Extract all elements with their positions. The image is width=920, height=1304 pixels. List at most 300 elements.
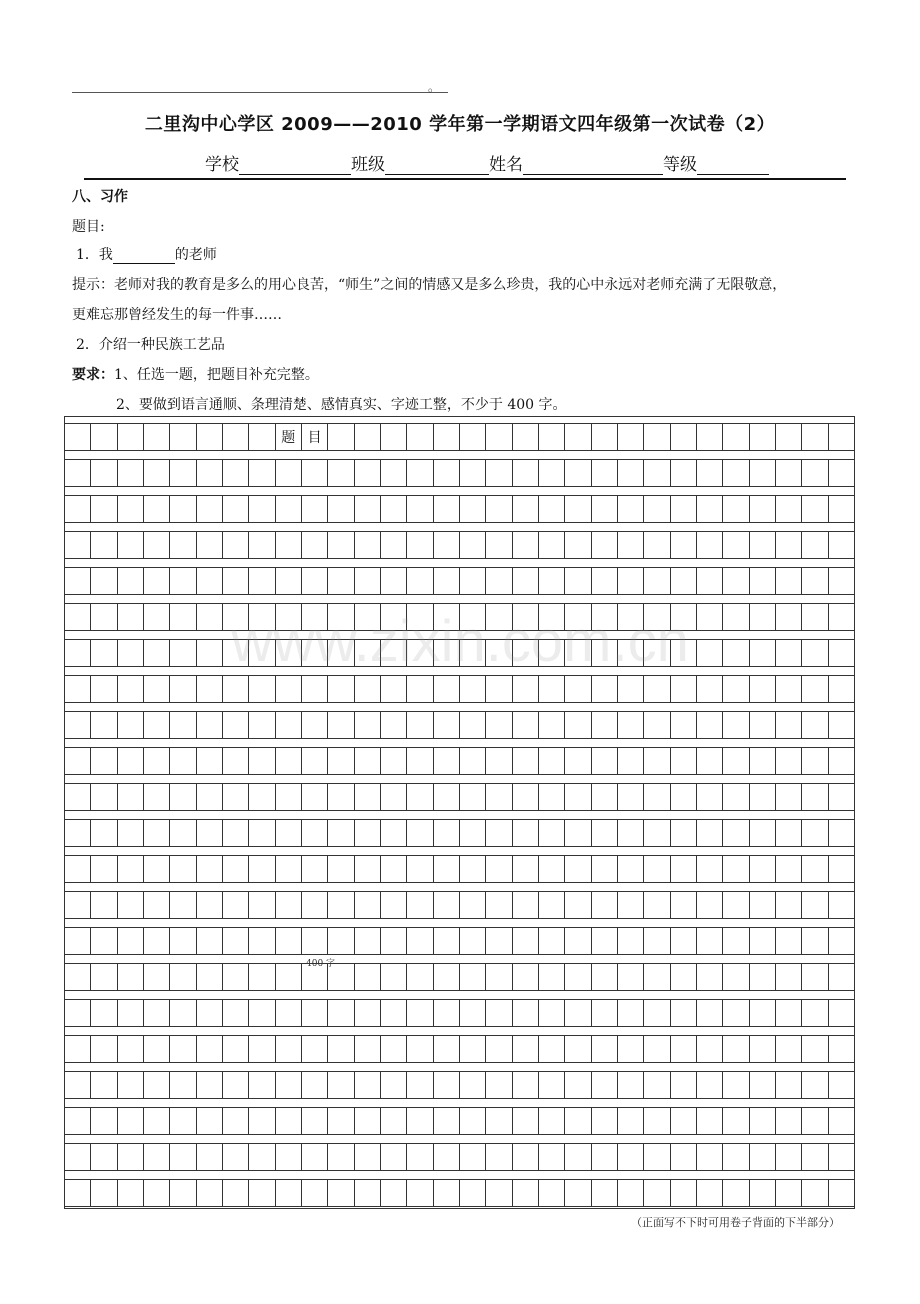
grid-cell[interactable]	[617, 747, 643, 775]
grid-cell[interactable]	[380, 423, 406, 451]
grid-cell[interactable]	[65, 927, 90, 955]
grid-cell[interactable]	[617, 999, 643, 1027]
grid-cell[interactable]	[538, 495, 564, 523]
grid-cell[interactable]	[459, 1107, 485, 1135]
grid-cell[interactable]	[406, 1035, 432, 1063]
grid-cell[interactable]	[433, 1143, 459, 1171]
grid-cell[interactable]	[222, 963, 248, 991]
grid-cell[interactable]	[459, 423, 485, 451]
grid-cell[interactable]	[169, 999, 195, 1027]
grid-cell[interactable]	[828, 459, 854, 487]
grid-cell[interactable]	[591, 819, 617, 847]
grid-cell[interactable]	[485, 747, 511, 775]
grid-cell[interactable]	[696, 1071, 722, 1099]
grid-cell[interactable]	[169, 423, 195, 451]
grid-cell[interactable]	[248, 999, 274, 1027]
grid-cell[interactable]	[117, 711, 143, 739]
grid-cell[interactable]	[196, 999, 222, 1027]
grid-cell[interactable]	[512, 567, 538, 595]
grid-cell[interactable]	[196, 855, 222, 883]
grid-cell[interactable]	[775, 963, 801, 991]
grid-cell[interactable]	[775, 423, 801, 451]
grid-cell[interactable]	[90, 531, 116, 559]
grid-cell[interactable]	[722, 531, 748, 559]
grid-cell[interactable]	[380, 1071, 406, 1099]
grid-cell[interactable]	[301, 675, 327, 703]
grid-cell[interactable]	[143, 747, 169, 775]
grid-cell[interactable]	[591, 747, 617, 775]
grid-cell[interactable]	[538, 891, 564, 919]
grid-cell[interactable]	[90, 459, 116, 487]
grid-cell[interactable]	[248, 855, 274, 883]
grid-cell[interactable]	[222, 891, 248, 919]
grid-cell[interactable]	[196, 927, 222, 955]
grid-cell[interactable]	[512, 1107, 538, 1135]
grid-cell[interactable]	[301, 1107, 327, 1135]
grid-cell[interactable]	[65, 459, 90, 487]
grid-cell[interactable]	[485, 1107, 511, 1135]
grid-cell[interactable]	[617, 819, 643, 847]
grid-cell[interactable]	[512, 459, 538, 487]
grid-cell[interactable]	[828, 423, 854, 451]
grid-cell[interactable]	[169, 711, 195, 739]
grid-cell[interactable]	[696, 531, 722, 559]
grid-cell[interactable]	[643, 675, 669, 703]
grid-cell[interactable]	[248, 891, 274, 919]
grid-cell[interactable]	[169, 675, 195, 703]
grid-cell[interactable]	[696, 567, 722, 595]
grid-cell[interactable]	[65, 855, 90, 883]
grid-cell[interactable]	[354, 711, 380, 739]
grid-cell[interactable]	[512, 495, 538, 523]
grid-cell[interactable]	[670, 711, 696, 739]
grid-cell[interactable]	[354, 747, 380, 775]
grid-cell[interactable]	[90, 747, 116, 775]
grid-cell[interactable]	[617, 963, 643, 991]
grid-cell[interactable]	[749, 1179, 775, 1207]
grid-cell[interactable]	[775, 567, 801, 595]
grid-cell[interactable]	[327, 711, 353, 739]
grid-cell[interactable]	[327, 531, 353, 559]
grid-cell[interactable]	[143, 783, 169, 811]
grid-cell[interactable]	[406, 783, 432, 811]
grid-cell[interactable]	[248, 1107, 274, 1135]
grid-cell[interactable]	[65, 891, 90, 919]
grid-cell[interactable]	[828, 1107, 854, 1135]
grid-cell[interactable]	[327, 1179, 353, 1207]
grid-cell[interactable]	[433, 711, 459, 739]
grid-cell[interactable]	[801, 711, 827, 739]
grid-cell[interactable]	[512, 1143, 538, 1171]
grid-cell[interactable]	[801, 1179, 827, 1207]
grid-cell[interactable]	[301, 1143, 327, 1171]
grid-cell[interactable]	[801, 675, 827, 703]
grid-cell[interactable]	[248, 1071, 274, 1099]
grid-cell[interactable]	[459, 963, 485, 991]
grid-cell[interactable]	[749, 423, 775, 451]
grid-cell[interactable]	[222, 783, 248, 811]
grid-cell[interactable]	[670, 1107, 696, 1135]
grid-cell[interactable]	[433, 1179, 459, 1207]
grid-cell[interactable]	[643, 567, 669, 595]
grid-cell[interactable]	[617, 423, 643, 451]
grid-cell[interactable]	[117, 531, 143, 559]
grid-cell[interactable]	[538, 711, 564, 739]
grid-cell[interactable]	[775, 891, 801, 919]
grid-cell[interactable]	[143, 999, 169, 1027]
grid-cell[interactable]	[248, 567, 274, 595]
grid-cell[interactable]	[275, 567, 301, 595]
grid-cell[interactable]	[143, 1107, 169, 1135]
grid-cell[interactable]	[828, 567, 854, 595]
grid-cell[interactable]	[591, 711, 617, 739]
grid-cell[interactable]	[591, 495, 617, 523]
grid-cell[interactable]	[248, 675, 274, 703]
grid-cell[interactable]	[828, 1179, 854, 1207]
grid-cell[interactable]	[406, 1143, 432, 1171]
grid-cell[interactable]	[327, 819, 353, 847]
grid-cell[interactable]	[749, 567, 775, 595]
grid-cell[interactable]	[538, 783, 564, 811]
grid-cell[interactable]	[117, 1071, 143, 1099]
grid-cell[interactable]	[65, 819, 90, 847]
grid-cell[interactable]	[749, 927, 775, 955]
grid-cell[interactable]	[801, 567, 827, 595]
grid-cell[interactable]	[90, 891, 116, 919]
grid-cell[interactable]	[275, 783, 301, 811]
grid-cell[interactable]	[828, 783, 854, 811]
grid-cell[interactable]	[512, 675, 538, 703]
grid-cell[interactable]	[301, 855, 327, 883]
grid-cell[interactable]	[117, 963, 143, 991]
grid-cell[interactable]	[222, 423, 248, 451]
grid-cell[interactable]	[143, 819, 169, 847]
grid-cell[interactable]	[722, 891, 748, 919]
grid-cell[interactable]	[538, 747, 564, 775]
grid-cell[interactable]	[169, 1071, 195, 1099]
grid-cell[interactable]	[433, 1035, 459, 1063]
grid-cell[interactable]	[564, 1107, 590, 1135]
grid-cell[interactable]	[327, 1035, 353, 1063]
grid-cell[interactable]	[354, 459, 380, 487]
grid-cell[interactable]	[643, 747, 669, 775]
grid-cell[interactable]	[433, 819, 459, 847]
grid-cell[interactable]	[196, 747, 222, 775]
grid-cell[interactable]	[459, 711, 485, 739]
grid-cell[interactable]	[90, 495, 116, 523]
grid-cell[interactable]	[485, 1143, 511, 1171]
grid-cell[interactable]	[406, 567, 432, 595]
grid-cell[interactable]	[143, 567, 169, 595]
grid-cell[interactable]	[722, 567, 748, 595]
grid-cell[interactable]	[801, 963, 827, 991]
grid-cell[interactable]	[117, 855, 143, 883]
grid-cell[interactable]	[617, 711, 643, 739]
grid-cell[interactable]	[801, 999, 827, 1027]
grid-cell[interactable]	[538, 675, 564, 703]
grid-cell[interactable]	[65, 675, 90, 703]
grid-cell[interactable]	[670, 1071, 696, 1099]
grid-cell[interactable]	[222, 1107, 248, 1135]
grid-cell[interactable]	[538, 1179, 564, 1207]
grid-cell[interactable]	[117, 675, 143, 703]
grid-cell[interactable]	[275, 495, 301, 523]
grid-cell[interactable]	[485, 927, 511, 955]
grid-cell[interactable]	[433, 495, 459, 523]
grid-cell[interactable]	[670, 1143, 696, 1171]
grid-cell[interactable]	[591, 675, 617, 703]
grid-cell[interactable]	[775, 495, 801, 523]
grid-cell[interactable]	[643, 531, 669, 559]
grid-cell[interactable]	[380, 819, 406, 847]
grid-cell[interactable]	[222, 1071, 248, 1099]
grid-cell[interactable]	[538, 567, 564, 595]
grid-cell[interactable]	[301, 531, 327, 559]
grid-cell[interactable]	[143, 963, 169, 991]
grid-cell[interactable]	[117, 567, 143, 595]
grid-cell[interactable]	[406, 459, 432, 487]
grid-cell[interactable]	[696, 963, 722, 991]
grid-cell[interactable]	[670, 855, 696, 883]
grid-cell[interactable]	[406, 819, 432, 847]
grid-cell[interactable]	[564, 927, 590, 955]
grid-cell[interactable]	[301, 711, 327, 739]
grid-cell[interactable]	[512, 1179, 538, 1207]
grid-cell[interactable]	[248, 819, 274, 847]
grid-cell[interactable]	[433, 963, 459, 991]
grid-cell[interactable]	[143, 891, 169, 919]
grid-cell[interactable]	[617, 495, 643, 523]
grid-cell[interactable]	[327, 1107, 353, 1135]
grid-cell[interactable]	[90, 1143, 116, 1171]
grid-cell[interactable]	[222, 711, 248, 739]
grid-cell[interactable]	[564, 999, 590, 1027]
grid-cell[interactable]	[380, 855, 406, 883]
grid-cell[interactable]	[433, 531, 459, 559]
grid-cell[interactable]	[828, 747, 854, 775]
grid-cell[interactable]	[696, 459, 722, 487]
grid-cell[interactable]	[65, 783, 90, 811]
grid-cell[interactable]	[222, 1143, 248, 1171]
grid-cell[interactable]	[90, 783, 116, 811]
grid-cell[interactable]	[117, 495, 143, 523]
grid-cell[interactable]	[406, 711, 432, 739]
grid-cell[interactable]	[801, 1107, 827, 1135]
grid-cell[interactable]	[275, 459, 301, 487]
grid-cell[interactable]	[591, 891, 617, 919]
grid-cell[interactable]	[670, 459, 696, 487]
grid-cell[interactable]	[143, 927, 169, 955]
grid-cell[interactable]	[459, 495, 485, 523]
grid-cell[interactable]	[65, 1035, 90, 1063]
grid-cell[interactable]	[222, 855, 248, 883]
grid-cell[interactable]	[406, 1071, 432, 1099]
grid-cell[interactable]	[722, 963, 748, 991]
grid-cell[interactable]	[301, 459, 327, 487]
grid-cell[interactable]	[275, 711, 301, 739]
grid-cell[interactable]	[301, 567, 327, 595]
grid-cell[interactable]	[591, 459, 617, 487]
grid-cell[interactable]	[643, 459, 669, 487]
grid-cell[interactable]	[143, 855, 169, 883]
grid-cell[interactable]	[564, 567, 590, 595]
grid-cell[interactable]	[617, 1035, 643, 1063]
grid-cell[interactable]	[433, 999, 459, 1027]
grid-cell[interactable]	[327, 1071, 353, 1099]
grid-cell[interactable]	[380, 1035, 406, 1063]
grid-cell[interactable]	[485, 459, 511, 487]
grid-cell[interactable]	[643, 1071, 669, 1099]
grid-cell[interactable]	[696, 423, 722, 451]
grid-cell[interactable]	[248, 1035, 274, 1063]
grid-cell[interactable]	[301, 1071, 327, 1099]
grid-cell[interactable]	[301, 1035, 327, 1063]
grid-cell[interactable]	[775, 1107, 801, 1135]
grid-cell[interactable]	[538, 1107, 564, 1135]
grid-cell[interactable]	[485, 963, 511, 991]
grid-cell[interactable]	[433, 423, 459, 451]
grid-cell[interactable]	[301, 495, 327, 523]
grid-cell[interactable]	[696, 1179, 722, 1207]
grid-cell[interactable]	[65, 423, 90, 451]
grid-cell[interactable]	[564, 1071, 590, 1099]
grid-cell[interactable]	[643, 819, 669, 847]
grid-cell[interactable]	[591, 1071, 617, 1099]
grid-cell[interactable]	[722, 783, 748, 811]
grid-cell[interactable]	[301, 927, 327, 955]
grid-cell[interactable]	[117, 1035, 143, 1063]
grid-cell[interactable]	[169, 1143, 195, 1171]
grid-cell[interactable]	[538, 531, 564, 559]
grid-cell[interactable]	[301, 891, 327, 919]
grid-cell[interactable]	[696, 783, 722, 811]
grid-cell[interactable]	[327, 1143, 353, 1171]
grid-cell[interactable]	[459, 1143, 485, 1171]
grid-cell[interactable]	[354, 1035, 380, 1063]
grid-cell[interactable]	[169, 855, 195, 883]
grid-cell[interactable]	[722, 675, 748, 703]
grid-cell[interactable]	[354, 1179, 380, 1207]
grid-cell[interactable]	[327, 927, 353, 955]
grid-cell[interactable]	[512, 891, 538, 919]
grid-cell[interactable]	[196, 711, 222, 739]
grid-cell[interactable]	[617, 891, 643, 919]
grid-cell[interactable]	[722, 1143, 748, 1171]
grid-cell[interactable]	[828, 675, 854, 703]
grid-cell[interactable]	[722, 1071, 748, 1099]
grid-cell[interactable]	[143, 531, 169, 559]
grid-cell[interactable]	[696, 495, 722, 523]
grid-cell[interactable]	[354, 891, 380, 919]
grid-cell[interactable]	[722, 1179, 748, 1207]
grid-cell[interactable]	[564, 1179, 590, 1207]
grid-cell[interactable]	[143, 711, 169, 739]
grid-cell[interactable]	[380, 999, 406, 1027]
grid-cell[interactable]	[749, 783, 775, 811]
grid-cell[interactable]	[90, 855, 116, 883]
grid-cell[interactable]	[775, 1035, 801, 1063]
grid-cell[interactable]	[564, 891, 590, 919]
grid-cell[interactable]	[248, 423, 274, 451]
grid-cell[interactable]	[722, 495, 748, 523]
grid-cell[interactable]	[248, 1143, 274, 1171]
grid-cell[interactable]	[591, 567, 617, 595]
grid-cell[interactable]	[617, 459, 643, 487]
grid-cell[interactable]	[591, 963, 617, 991]
grid-cell[interactable]	[275, 819, 301, 847]
grid-cell[interactable]	[749, 711, 775, 739]
grid-cell[interactable]	[485, 999, 511, 1027]
grid-cell[interactable]	[354, 567, 380, 595]
grid-cell[interactable]	[433, 459, 459, 487]
grid-cell[interactable]	[275, 531, 301, 559]
grid-cell[interactable]	[169, 459, 195, 487]
grid-cell[interactable]	[196, 567, 222, 595]
grid-cell[interactable]	[564, 459, 590, 487]
grid-cell[interactable]	[801, 531, 827, 559]
grid-cell[interactable]	[459, 891, 485, 919]
grid-cell[interactable]	[591, 423, 617, 451]
grid-cell[interactable]	[749, 1143, 775, 1171]
grid-cell[interactable]	[327, 999, 353, 1027]
grid-cell[interactable]	[643, 1143, 669, 1171]
grid-cell[interactable]	[143, 1071, 169, 1099]
grid-cell[interactable]	[65, 1071, 90, 1099]
grid-cell[interactable]	[169, 747, 195, 775]
grid-cell[interactable]	[380, 459, 406, 487]
grid-cell[interactable]	[538, 423, 564, 451]
grid-cell[interactable]	[643, 1107, 669, 1135]
grid-cell[interactable]	[538, 1071, 564, 1099]
grid-cell[interactable]	[301, 783, 327, 811]
grid-cell[interactable]	[169, 819, 195, 847]
grid-cell[interactable]	[117, 747, 143, 775]
grid-cell[interactable]	[406, 495, 432, 523]
grid-cell[interactable]	[380, 1107, 406, 1135]
grid-cell[interactable]	[406, 891, 432, 919]
grid-cell[interactable]	[722, 1107, 748, 1135]
grid-cell[interactable]	[670, 423, 696, 451]
grid-cell[interactable]	[696, 1107, 722, 1135]
grid-cell[interactable]	[617, 531, 643, 559]
grid-cell[interactable]	[828, 927, 854, 955]
grid-cell[interactable]	[722, 1035, 748, 1063]
grid-cell[interactable]	[406, 1107, 432, 1135]
grid-cell[interactable]	[749, 459, 775, 487]
grid-cell[interactable]	[617, 567, 643, 595]
grid-cell[interactable]	[749, 531, 775, 559]
grid-cell[interactable]	[459, 459, 485, 487]
grid-cell[interactable]	[722, 423, 748, 451]
grid-cell[interactable]	[248, 1179, 274, 1207]
grid-cell[interactable]	[65, 999, 90, 1027]
grid-cell[interactable]	[564, 711, 590, 739]
grid-cell[interactable]	[406, 855, 432, 883]
grid-cell[interactable]	[801, 747, 827, 775]
grid-cell[interactable]	[801, 1035, 827, 1063]
grid-cell[interactable]	[512, 819, 538, 847]
grid-cell[interactable]	[354, 963, 380, 991]
grid-cell[interactable]	[248, 711, 274, 739]
grid-cell[interactable]	[696, 855, 722, 883]
grid-cell[interactable]	[90, 1071, 116, 1099]
grid-cell[interactable]	[564, 855, 590, 883]
grid-cell[interactable]	[485, 1179, 511, 1207]
grid-cell[interactable]	[222, 459, 248, 487]
grid-cell[interactable]	[485, 855, 511, 883]
grid-cell[interactable]	[591, 531, 617, 559]
grid-cell[interactable]	[327, 675, 353, 703]
